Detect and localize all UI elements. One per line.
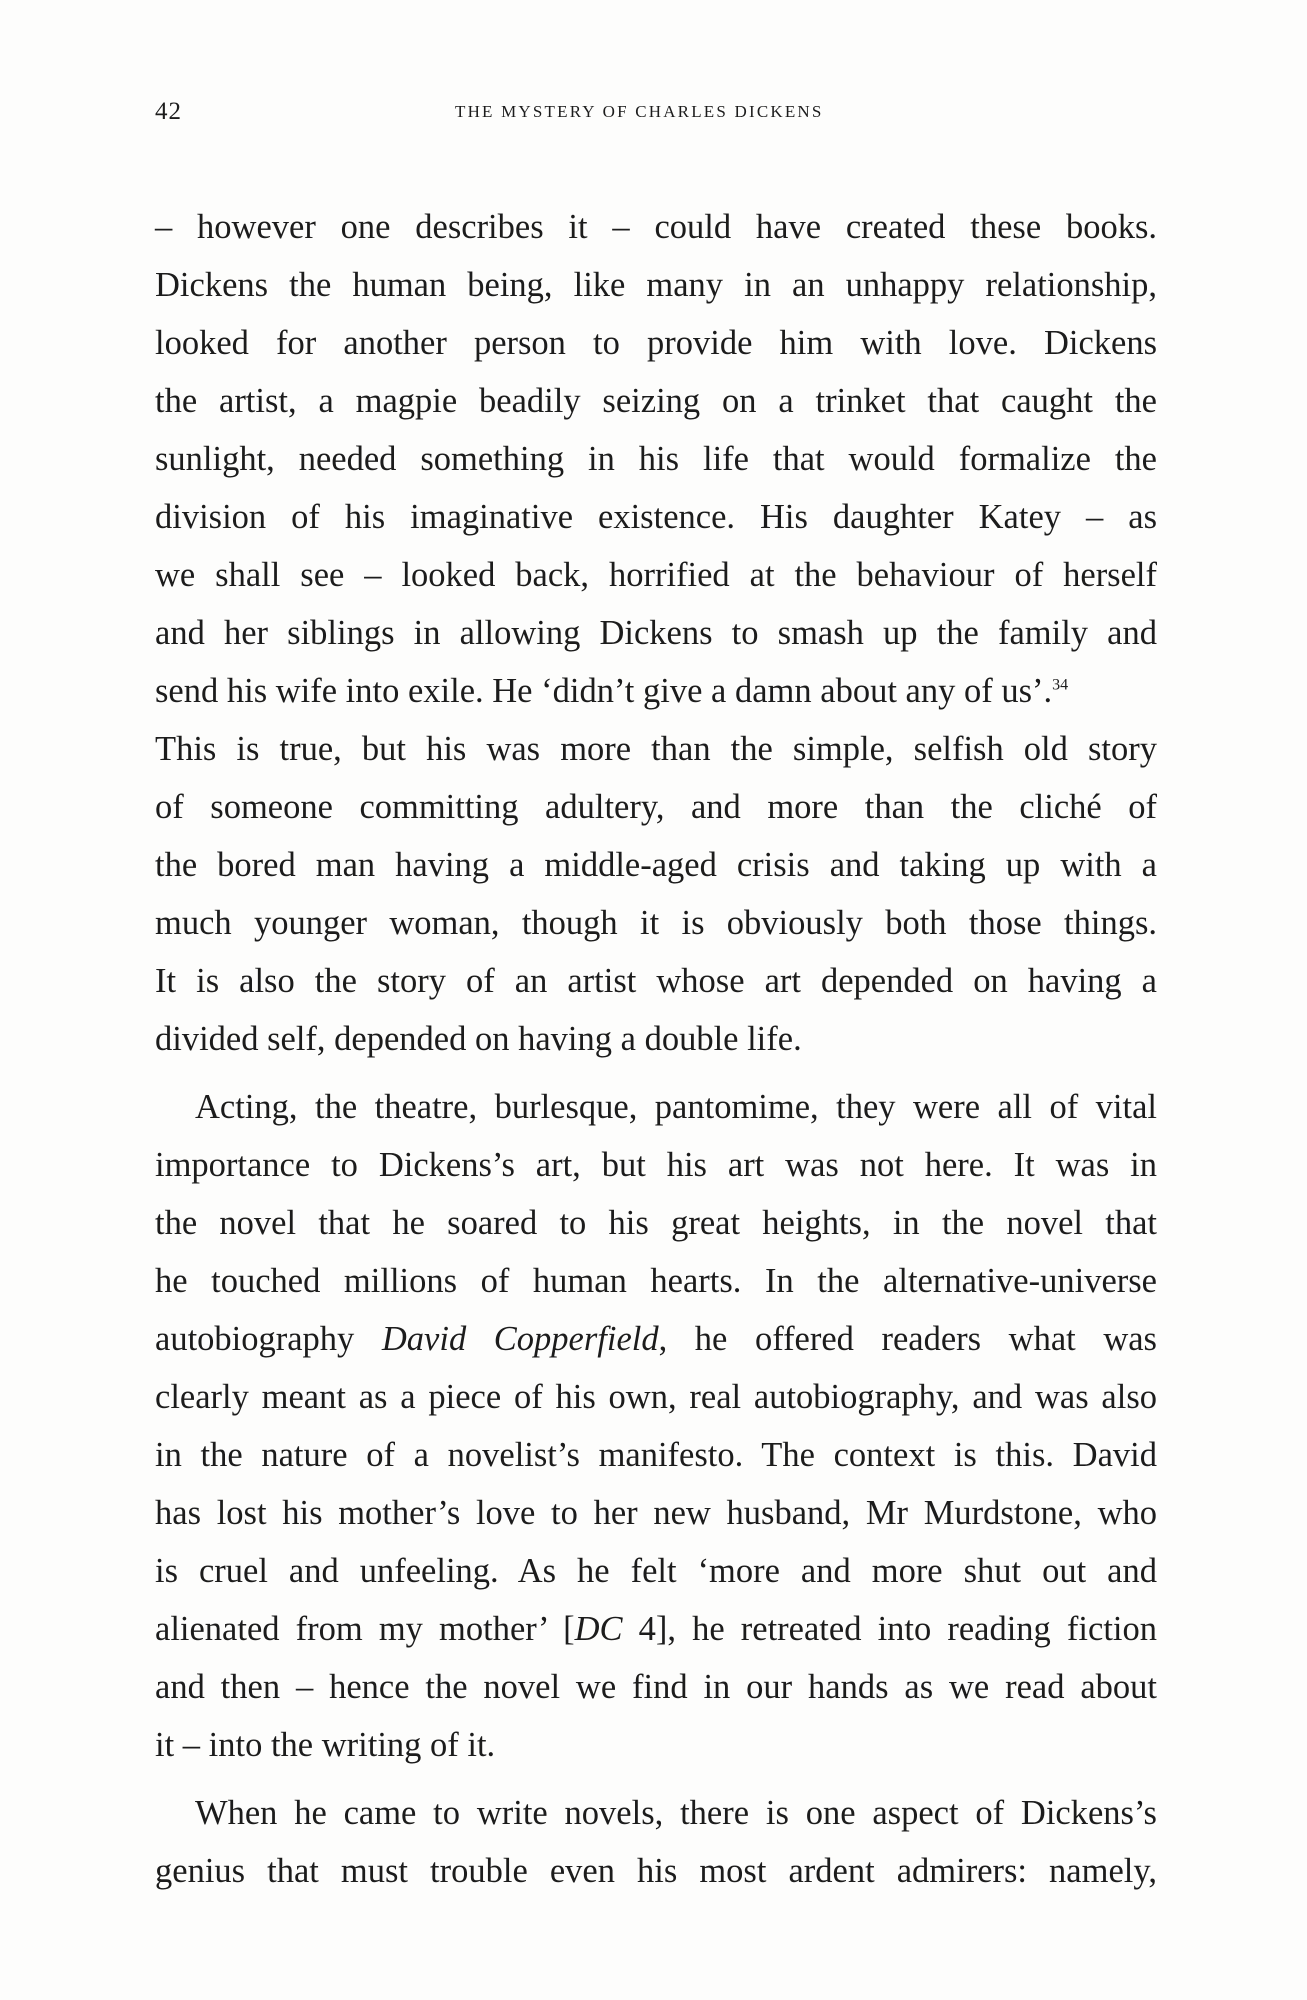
- text-line-content: send his wife into exile. He ‘didn’t give a damn about any of us’.: [155, 672, 1053, 710]
- text-line: Dickens the human being, like many in an unhappy relationship,: [155, 266, 1157, 304]
- text-line: importance to Dickens’s art, but his art was not here. It was in: [155, 1146, 1157, 1184]
- text-line: division of his imaginative existence. His daughter Katey – as: [155, 498, 1157, 536]
- paragraph: [155, 1078, 1157, 1774]
- text-line: clearly meant as a piece of his own, real autobiography, and was also: [155, 1378, 1157, 1416]
- text-line: it – into the writing of it.: [155, 1726, 496, 1764]
- text-line: the artist, a magpie beadily seizing on a trinket that caught the: [155, 382, 1157, 420]
- text-line: has lost his mother’s love to her new husband, Mr Murdstone, who: [155, 1494, 1157, 1532]
- text-line: sunlight, needed something in his life that would formalize the: [155, 440, 1157, 478]
- text-line-content: autobiography: [155, 1320, 382, 1358]
- paragraph: [155, 198, 1157, 1068]
- text-line: looked for another person to provide him with love. Dickens: [155, 324, 1157, 362]
- text-line: much younger woman, though it is obviously both those things.: [155, 904, 1157, 942]
- paragraph-gap: [155, 1774, 1157, 1784]
- text-line: the bored man having a middle-aged crisis and taking up with a: [155, 846, 1157, 884]
- book-title: David Copperfield: [381, 1320, 659, 1358]
- page-number: 42: [155, 98, 182, 125]
- text-line: and her siblings in allowing Dickens to smash up the family and: [155, 614, 1157, 652]
- running-head: [155, 98, 1157, 128]
- text-line: When he came to write novels, there is one aspect of Dickens’s: [195, 1794, 1157, 1832]
- text-line: in the nature of a novelist’s manifesto. The context is this. David: [155, 1436, 1157, 1474]
- text-line: is cruel and unfeeling. As he felt ‘more and more shut out and: [155, 1552, 1157, 1590]
- citation-abbreviation: DC: [574, 1610, 623, 1648]
- text-line: he touched millions of human hearts. In the alternative-universe: [155, 1262, 1157, 1300]
- text-line-content: alienated from my mother’ [: [155, 1610, 575, 1648]
- text-line: [155, 1600, 1157, 1658]
- text-line: [155, 1310, 1157, 1368]
- text-line: Acting, the theatre, burlesque, pantomime, they were all of vital: [195, 1088, 1157, 1126]
- footnote-reference: 34: [1052, 676, 1069, 694]
- text-line-content: 4], he retreated into reading fiction: [622, 1610, 1157, 1648]
- text-line: genius that must trouble even his most ardent admirers: namely,: [155, 1852, 1157, 1890]
- text-line: [155, 662, 1157, 720]
- text-line: the novel that he soared to his great heights, in the novel that: [155, 1204, 1157, 1242]
- running-title: THE MYSTERY OF CHARLES DICKENS: [455, 102, 824, 121]
- text-line-content: , he offered readers what was: [658, 1320, 1157, 1358]
- text-line: we shall see – looked back, horrified at the behaviour of herself: [155, 556, 1157, 594]
- text-line: – however one describes it – could have created these books.: [155, 208, 1157, 246]
- text-line: This is true, but his was more than the simple, selfish old story: [155, 730, 1157, 768]
- text-line: of someone committing adultery, and more than the cliché of: [155, 788, 1157, 826]
- body-text: [155, 198, 1157, 1900]
- paragraph: [155, 1784, 1157, 1900]
- text-line: divided self, depended on having a double life.: [155, 1020, 802, 1058]
- text-line: It is also the story of an artist whose art depended on having a: [155, 962, 1157, 1000]
- text-line: and then – hence the novel we find in our hands as we read about: [155, 1668, 1157, 1706]
- paragraph-gap: [155, 1068, 1157, 1078]
